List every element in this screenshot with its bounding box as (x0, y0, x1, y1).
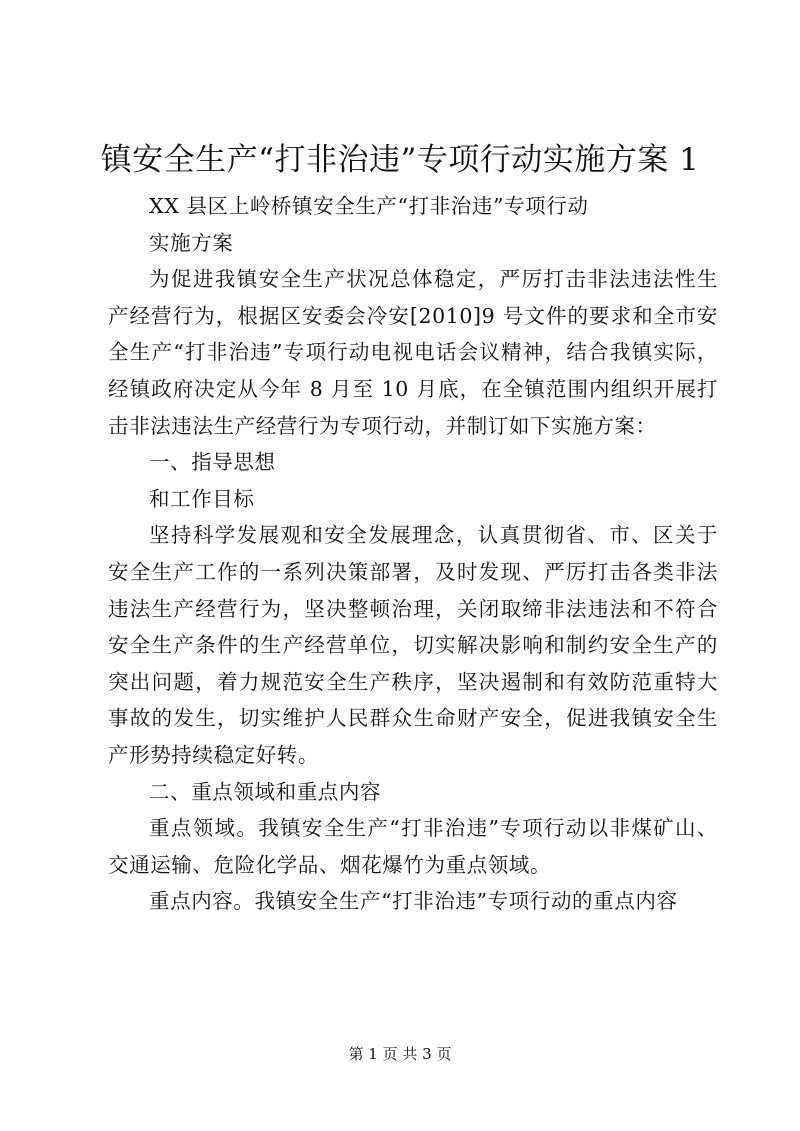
guiding-paragraph: 坚持科学发展观和安全发展理念，认真贯彻省、市、区关于安全生产工作的一系列决策部署，及时发现、严厉打击各类非法违法生产经营行为，坚决整顿治理，关闭取缔非法违法和不符合安全生产条件的生产经营单位，切实解决影响和制约安全生产的突出问题，着力规范安全生产秩序，坚决遏制和有效防范重特大事故的发生，切实维护人民群众生命财产安全，促进我镇安全生产形势持续稳定好转。 (108, 523, 718, 767)
section-heading-2: 二、重点领域和重点内容 (149, 779, 382, 804)
intro-paragraph: 为促进我镇安全生产状况总体稳定，严厉打击非法违法性生产经营行为，根据区安委会冷安[2010]9 号文件的要求和全市安全生产“打非治违”专项行动电视电话会议精神，结合我镇实际，经镇政府决定从今年 8 月至 10 月底，在全镇范围内组织开展打击非法违法生产经营行为专项行动，并制订如下实施方案： (108, 267, 718, 438)
section-heading-1: 一、指导思想 (149, 450, 276, 475)
key-areas-paragraph: 重点领域。我镇安全生产“打非治违”专项行动以非煤矿山、交通运输、危险化学品、烟花爆竹为重点领域。 (108, 816, 718, 877)
page-footer: 第 1 页 共 3 页 (348, 1045, 452, 1063)
subtitle-line: XX 县区上岭桥镇安全生产“打非治违”专项行动 (149, 194, 589, 218)
document-body (108, 188, 718, 920)
section-heading-1-cont: 和工作目标 (149, 486, 255, 511)
subtitle-line-2: 实施方案 (149, 230, 234, 255)
key-content-paragraph: 重点内容。我镇安全生产“打非治违”专项行动的重点内容 (149, 889, 678, 914)
document-title: 镇安全生产“打非治违”专项行动实施方案 1 (100, 142, 700, 178)
